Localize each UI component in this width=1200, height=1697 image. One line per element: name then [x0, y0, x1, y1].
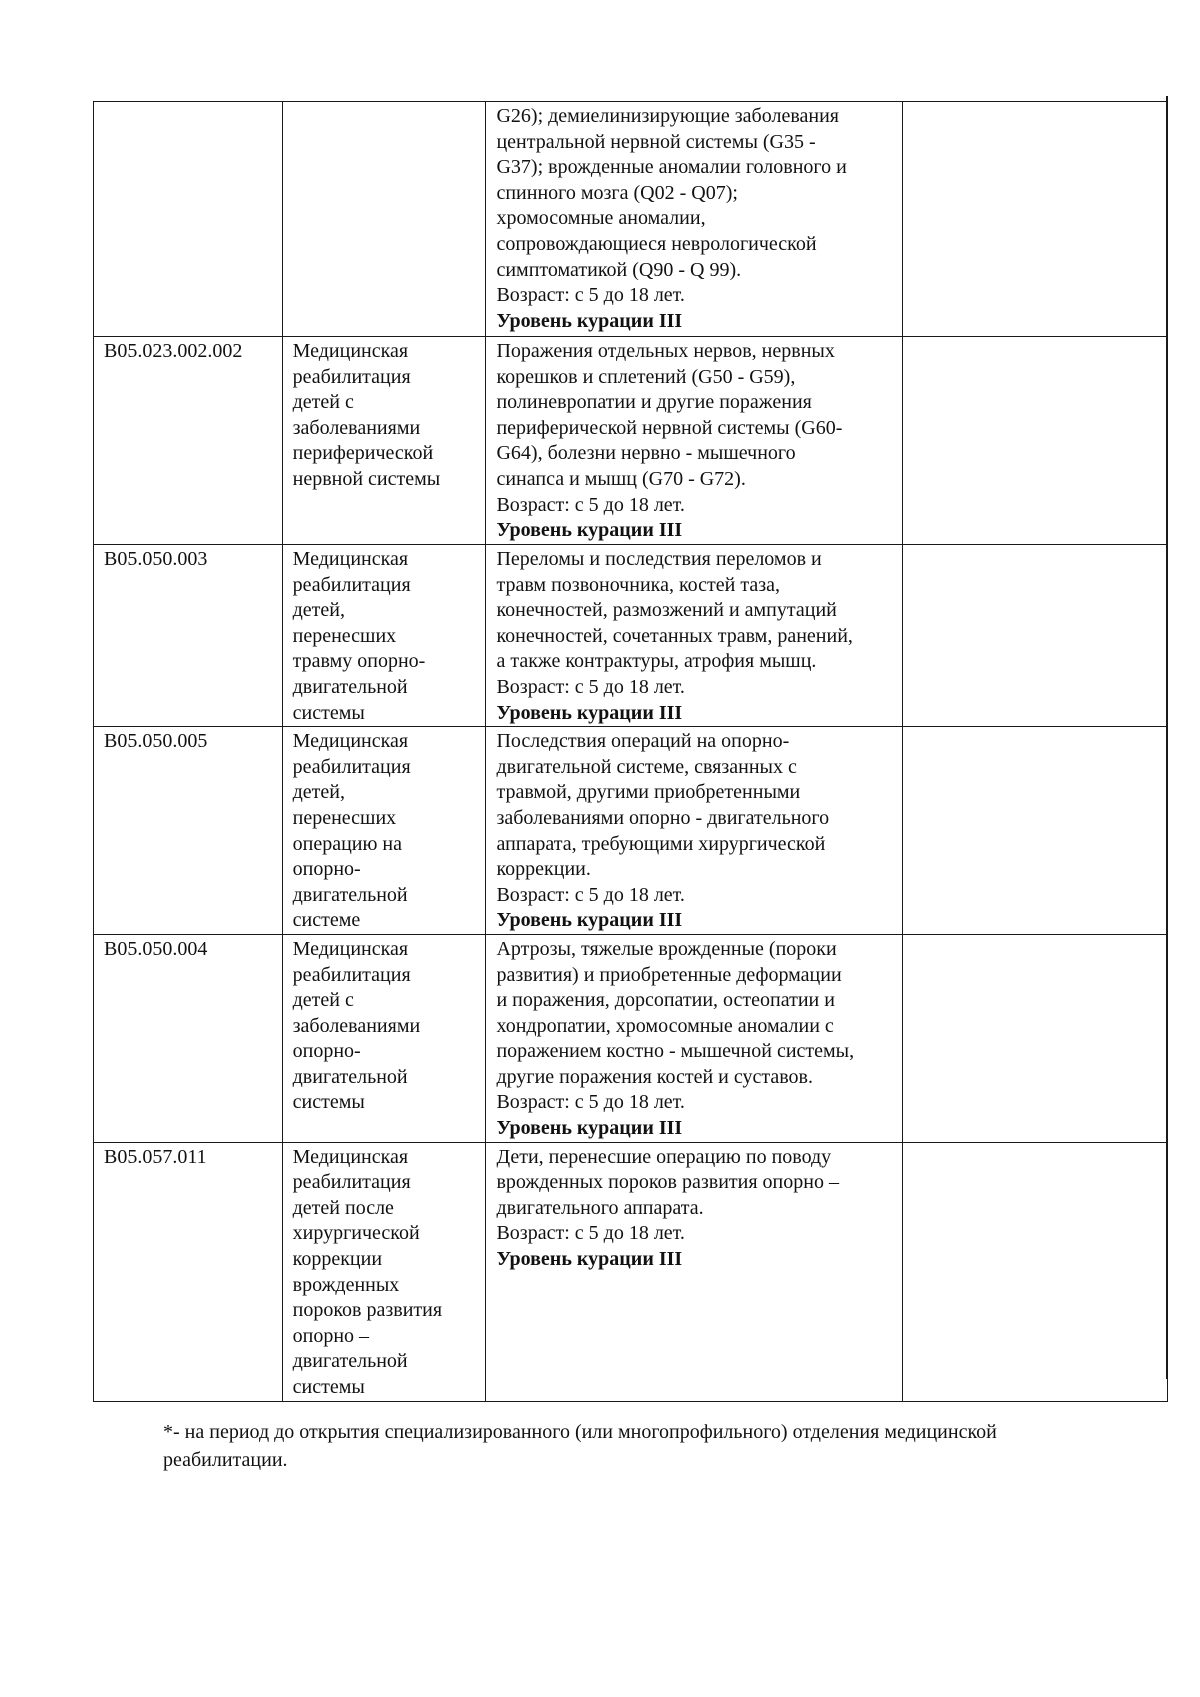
service-name-line: заболеваниями — [292, 1014, 421, 1037]
service-name-line: перенесших — [292, 806, 397, 829]
extra-cell — [903, 337, 1168, 545]
code-cell — [94, 727, 283, 935]
curation-level: Уровень курации III — [496, 1117, 683, 1140]
description-line: поражением костно - мышечной системы, — [496, 1040, 855, 1063]
service-name-line: нервной системы — [292, 467, 441, 490]
service-name-line: врожденных — [292, 1273, 400, 1296]
footnote — [163, 1418, 1123, 1474]
name-cell — [282, 545, 486, 727]
service-name-line: детей, — [292, 781, 345, 804]
name-cell — [282, 102, 486, 337]
service-name-line: системы — [292, 1376, 365, 1398]
description-line: симптоматикой (Q90 - Q 99). — [496, 258, 742, 281]
service-name-line: двигательной — [292, 883, 408, 906]
description-line: конечностей, размозжений и ампутаций — [496, 599, 837, 622]
code-cell — [94, 934, 283, 1142]
footnote-line: *- на период до открытия специализированного (или многопрофильного) отделения медицинской — [163, 1421, 997, 1443]
description-line: центральной нервной системы (G35 - — [496, 130, 816, 153]
description-line: травмой, другими приобретенными — [496, 781, 801, 804]
service-code: B05.057.011 — [104, 1145, 207, 1168]
service-name-line: реабилитация — [292, 573, 411, 596]
description-line: конечностей, сочетанных травм, ранений, — [496, 624, 853, 647]
description-line: заболеваниями опорно - двигательного — [496, 806, 830, 829]
description-line: полиневропатии и другие поражения — [496, 391, 812, 414]
age-line: Возраст: с 5 до 18 лет. — [496, 883, 685, 906]
table-row — [94, 545, 1168, 727]
service-name-line: системы — [292, 1091, 365, 1114]
service-name-line: детей, — [292, 599, 345, 622]
service-code: B05.050.003 — [104, 548, 208, 570]
service-name-line: пороков развития — [292, 1299, 443, 1322]
description-line: G26); демиелинизирующие заболевания — [496, 105, 839, 127]
table-row — [94, 1142, 1168, 1401]
table-row — [94, 102, 1168, 337]
name-cell — [282, 337, 486, 545]
service-code: B05.023.002.002 — [104, 340, 243, 362]
service-name-line: детей с — [292, 989, 354, 1012]
description-line: а также контрактуры, атрофия мышц. — [496, 650, 817, 673]
service-code: B05.050.004 — [104, 937, 208, 960]
service-name-line: травму опорно- — [292, 650, 426, 673]
service-name-line: детей с — [292, 391, 354, 414]
curation-level: Уровень курации III — [496, 1248, 683, 1271]
description-line: другие поражения костей и суставов. — [496, 1065, 813, 1088]
age-line: Возраст: с 5 до 18 лет. — [496, 1091, 685, 1114]
curation-level: Уровень курации III — [496, 909, 683, 932]
description-cell — [486, 102, 903, 337]
service-name-line: Медицинская — [292, 937, 409, 960]
description-line: Поражения отдельных нервов, нервных — [496, 340, 835, 362]
description-line: коррекции. — [496, 858, 591, 881]
service-name-line: опорно- — [292, 1040, 361, 1063]
service-name-line: реабилитация — [292, 963, 411, 986]
description-line: спинного мозга (Q02 - Q07); — [496, 181, 738, 204]
footnote-line: реабилитации. — [163, 1449, 288, 1471]
service-name-line: двигательной — [292, 1350, 408, 1373]
extra-cell — [903, 545, 1168, 727]
service-name-line: перенесших — [292, 624, 397, 647]
table-row — [94, 934, 1168, 1142]
extra-cell — [903, 934, 1168, 1142]
description-line: развития) и приобретенные деформации — [496, 963, 842, 986]
service-name-line: реабилитация — [292, 365, 411, 388]
description-line: и поражения, дорсопатии, остеопатии и — [496, 989, 835, 1012]
description-cell — [486, 934, 903, 1142]
service-name-line: двигательной — [292, 675, 408, 698]
name-cell — [282, 727, 486, 935]
service-name-line: коррекции — [292, 1248, 383, 1271]
service-name-line: системы — [292, 701, 365, 724]
table-row — [94, 337, 1168, 545]
curation-level: Уровень курации III — [496, 309, 683, 332]
description-line: травм позвоночника, костей таза, — [496, 573, 780, 596]
service-name-line: реабилитация — [292, 1171, 411, 1194]
description-line: аппарата, требующими хирургической — [496, 832, 826, 855]
extra-cell — [903, 102, 1168, 337]
service-code: B05.050.005 — [104, 730, 208, 753]
service-name-line: системе — [292, 909, 361, 932]
service-name-line: периферической — [292, 442, 434, 465]
description-line: хондропатии, хромосомные аномалии с — [496, 1014, 834, 1037]
service-name-line: заболеваниями — [292, 416, 421, 439]
right-border-line — [1166, 96, 1168, 1379]
description-line: G64), болезни нервно - мышечного — [496, 442, 796, 465]
description-cell — [486, 545, 903, 727]
curation-level: Уровень курации III — [496, 519, 683, 542]
service-name-line: опорно – — [292, 1324, 370, 1347]
description-line: хромосомные аномалии, — [496, 207, 706, 230]
description-line: синапса и мышц (G70 - G72). — [496, 467, 746, 490]
service-name-line: Медицинская — [292, 1145, 409, 1168]
code-cell — [94, 102, 283, 337]
name-cell — [282, 1142, 486, 1401]
code-cell — [94, 545, 283, 727]
description-cell — [486, 1142, 903, 1401]
service-name-line: реабилитация — [292, 755, 411, 778]
description-line: двигательного аппарата. — [496, 1196, 704, 1219]
code-cell — [94, 337, 283, 545]
description-line: сопровождающиеся неврологической — [496, 232, 817, 255]
extra-cell — [903, 1142, 1168, 1401]
curation-level: Уровень курации III — [496, 701, 683, 724]
age-line: Возраст: с 5 до 18 лет. — [496, 284, 685, 307]
description-line: Артрозы, тяжелые врожденные (пороки — [496, 937, 837, 960]
description-line: периферической нервной системы (G60- — [496, 416, 843, 439]
service-name-line: двигательной — [292, 1065, 408, 1088]
description-line: Дети, перенесшие операцию по поводу — [496, 1145, 832, 1168]
code-cell — [94, 1142, 283, 1401]
service-name-line: опорно- — [292, 858, 361, 881]
description-line: корешков и сплетений (G50 - G59), — [496, 365, 796, 388]
description-line: Переломы и последствия переломов и — [496, 548, 822, 570]
service-name-line: Медицинская — [292, 730, 409, 753]
description-cell — [486, 337, 903, 545]
service-name-line: детей после — [292, 1196, 394, 1219]
age-line: Возраст: с 5 до 18 лет. — [496, 493, 685, 516]
rehabilitation-table — [93, 101, 1168, 1402]
table-body — [94, 102, 1168, 1402]
age-line: Возраст: с 5 до 18 лет. — [496, 1222, 685, 1245]
description-line: Последствия операций на опорно- — [496, 730, 790, 753]
description-line: G37); врожденные аномалии головного и — [496, 156, 847, 179]
service-name-line: Медицинская — [292, 548, 409, 570]
service-name-line: Медицинская — [292, 340, 409, 362]
description-cell — [486, 727, 903, 935]
name-cell — [282, 934, 486, 1142]
service-name-line: хирургической — [292, 1222, 420, 1245]
extra-cell — [903, 727, 1168, 935]
description-line: двигательной системе, связанных с — [496, 755, 797, 778]
description-line: врожденных пороков развития опорно – — [496, 1171, 839, 1194]
service-name-line: операцию на — [292, 832, 403, 855]
table-row — [94, 727, 1168, 935]
age-line: Возраст: с 5 до 18 лет. — [496, 675, 685, 698]
